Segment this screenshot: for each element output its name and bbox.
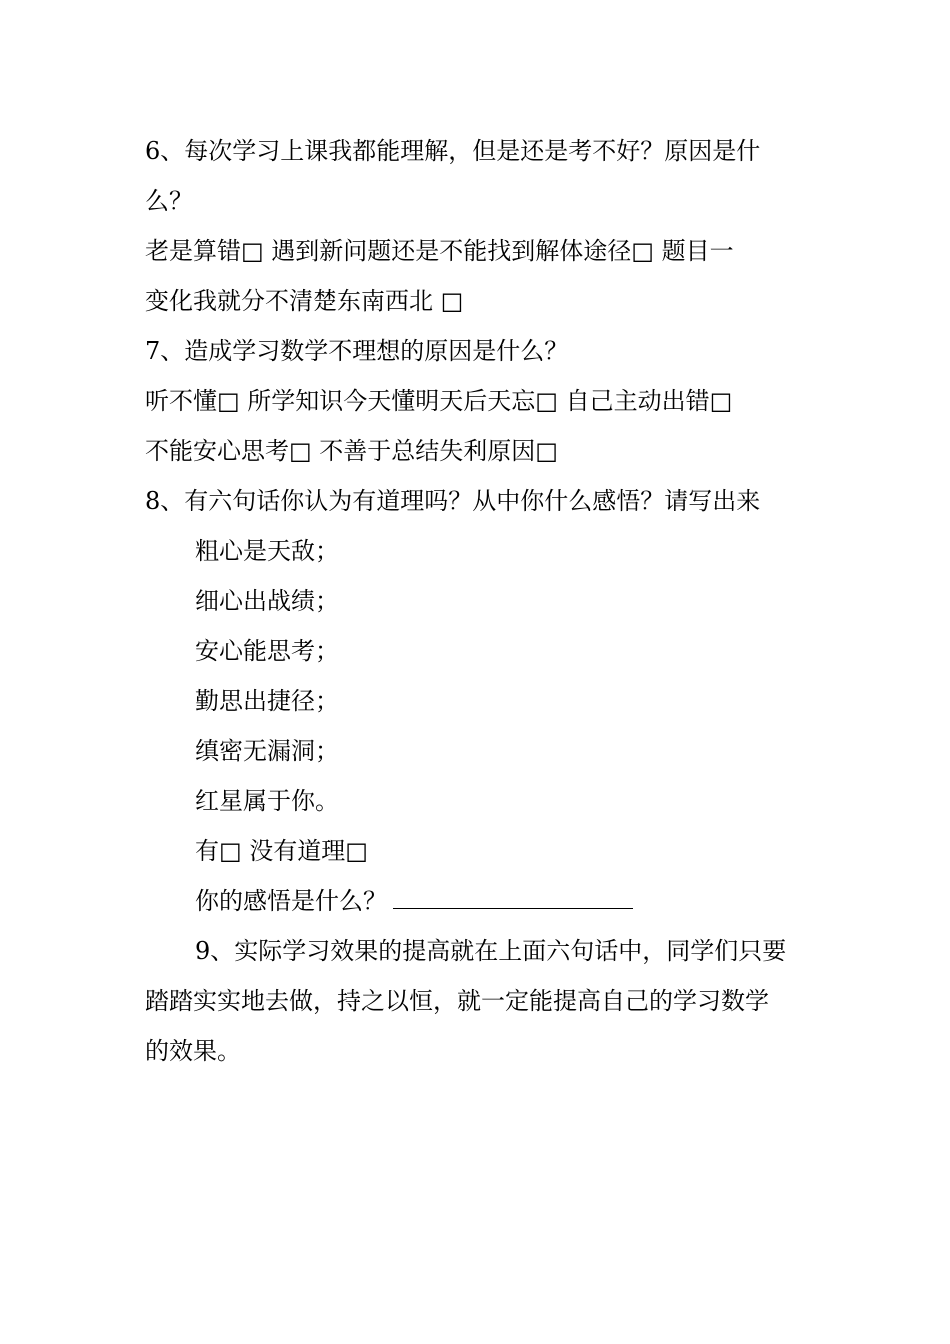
q6-options-line-1: 老是算错□ 遇到新问题还是不能找到解体途径□ 题目一 (145, 237, 734, 265)
answer-blank (393, 882, 633, 909)
q8-prompt-text: 你的感悟是什么？ (195, 887, 387, 915)
q8-prompt-line (145, 876, 810, 926)
q9-line-2: 踏踏实实地去做，持之以恒，就一定能提高自己的学习数学 (145, 987, 769, 1015)
q8-choice-line: 有□ 没有道理□ (195, 837, 368, 865)
q7-question-line: 7、造成学习数学不理想的原因是什么？ (145, 337, 569, 365)
q6-question-line-1: 6、每次学习上课我都能理解，但是还是考不好？原因是什 (145, 137, 761, 165)
q8-saying-4: 勤思出捷径； (195, 687, 339, 715)
q7-options-line-1: 听不懂□ 所学知识今天懂明天后天忘□ 自己主动出错□ (145, 387, 733, 415)
q6-question-line-2: 么？ (145, 187, 193, 215)
q6-options-line-2: 变化我就分不清楚东南西北 □ (145, 287, 464, 315)
q8-saying-1: 粗心是天敌； (195, 537, 339, 565)
q8-saying-2: 细心出战绩； (195, 587, 339, 615)
document-page (145, 126, 810, 1076)
q8-question-line: 8、有六句话你认为有道理吗？从中你什么感悟？请写出来 (145, 487, 761, 515)
q8-saying-5: 缜密无漏洞； (195, 737, 339, 765)
q7-options-line-2: 不能安心思考□ 不善于总结失利原因□ (145, 437, 558, 465)
q8-saying-3: 安心能思考； (195, 637, 339, 665)
q9-line-1: 9、实际学习效果的提高就在上面六句话中，同学们只要 (195, 937, 787, 965)
q9-line-3: 的效果。 (145, 1037, 241, 1065)
q8-saying-6: 红星属于你。 (195, 787, 339, 815)
